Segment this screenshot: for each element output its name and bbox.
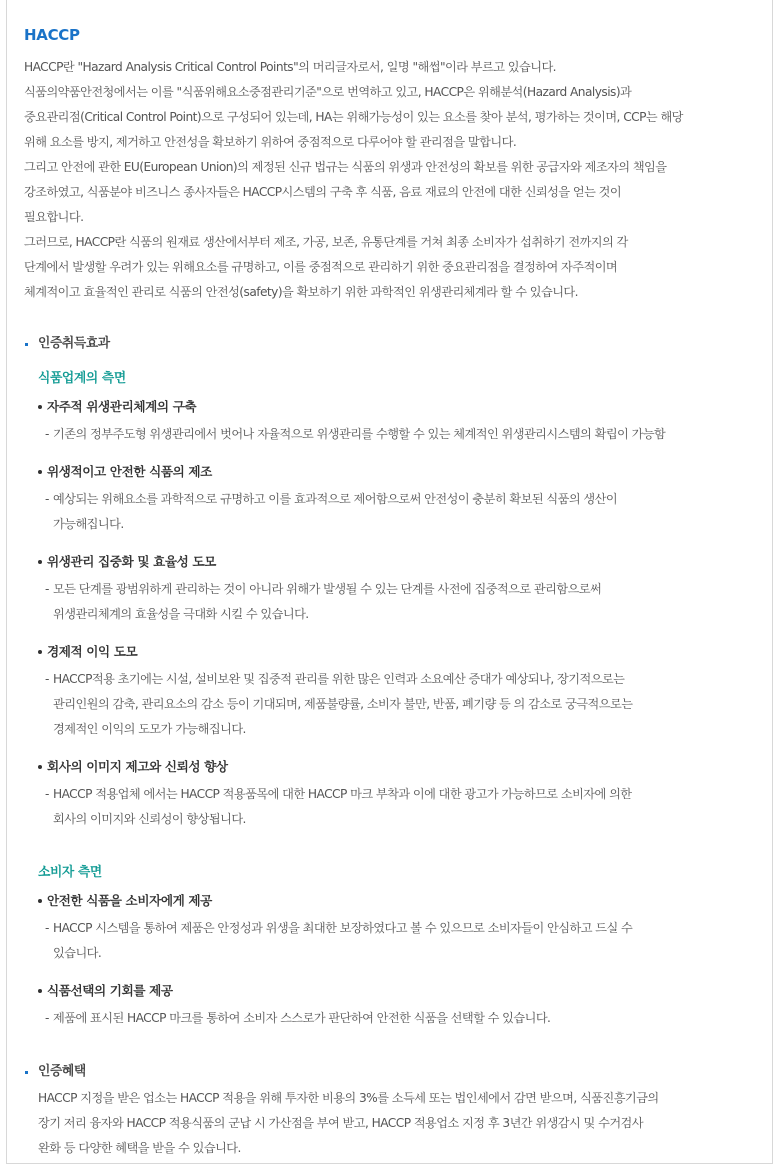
- desc-line: 있습니다.: [53, 946, 102, 960]
- section-heading-label: 인증취득효과: [38, 336, 110, 351]
- desc-line: 경제적인 이익의 도모가 가능해집니다.: [53, 722, 246, 736]
- intro-line: 단계에서 발생할 우려가 있는 위해요소를 규명하고, 이를 중점적으로 관리하기 위한 중요관리점을 결정하여 자주적이며: [24, 260, 618, 274]
- intro-text: [24, 55, 764, 305]
- desc-line: HACCP 시스템을 통하여 제품은 안정성과 위생을 최대한 보장하였다고 볼 수 있으므로 소비자들이 안심하고 드실 수: [53, 921, 633, 935]
- item-title-text: 안전한 식품을 소비자에게 제공: [47, 893, 212, 908]
- intro-line: 필요합니다.: [24, 210, 84, 224]
- section-heading-benefits: [24, 1062, 764, 1082]
- desc-line: 예상되는 위해요소를 과학적으로 규명하고 이를 효과적으로 제어함으로써 안전성이 충분히 확보된 식품의 생산이: [53, 492, 618, 506]
- item-title-text: 식품선택의 기회를 제공: [47, 983, 173, 998]
- desc-line: HACCP적용 초기에는 시설, 설비보완 및 집중적 관리를 위한 많은 인력과 소요예산 증대가 예상되나, 장기적으로는: [53, 672, 625, 686]
- intro-line: 강조하였고, 식품분야 비즈니스 종사자들은 HACCP시스템의 구축 후 식품, 음료 재료의 안전에 대한 신뢰성을 얻는 것이: [24, 185, 622, 199]
- desc-line: 가능해집니다.: [53, 517, 124, 531]
- desc-line: HACCP 적용업체 에서는 HACCP 적용품목에 대한 HACCP 마크 부착과 이에 대한 광고가 가능하므로 소비자에 의한: [53, 787, 632, 801]
- intro-line: HACCP란 "Hazard Analysis Critical Control Points"의 머리글자로서, 일명 "해썹"이라 부르고 있습니다.: [24, 60, 556, 74]
- effect-item-title: [38, 462, 764, 482]
- effect-item: [38, 397, 764, 447]
- effect-item-desc: - HACCP 시스템을 통하여 제품은 안정성과 위생을 최대한 보장하였다고 볼 수 있으므로 소비자들이 안심하고 드실 수 있습니다.: [45, 916, 764, 966]
- effect-item-title: [38, 397, 764, 417]
- subheading-consumer: 소비자 측면: [38, 865, 102, 880]
- item-title-text: 자주적 위생관리체계의 구축: [47, 399, 197, 414]
- subheading-industry: 식품업계의 측면: [38, 371, 126, 386]
- item-title-text: 위생적이고 안전한 식품의 제조: [47, 464, 212, 479]
- effect-item-desc: - 기존의 정부주도형 위생관리에서 벗어나 자율적으로 위생관리를 수행할 수 있는 체계적인 위생관리시스템의 확립이 가능함: [45, 427, 666, 441]
- bullet-dot-icon: [38, 765, 42, 769]
- desc-line: 모든 단계를 광범위하게 관리하는 것이 아니라 위해가 발생될 수 있는 단계를 사전에 집중적으로 관리함으로써: [53, 582, 602, 596]
- intro-line: 그러므로, HACCP란 식품의 원재료 생산에서부터 제조, 가공, 보존, 유통단계를 거쳐 최종 소비자가 섭취하기 전까지의 각: [24, 235, 628, 249]
- desc-line: 위생관리체계의 효율성을 극대화 시킬 수 있습니다.: [53, 607, 309, 621]
- benefit-line: 장기 저리 융자와 HACCP 적용식품의 군납 시 가산점을 부여 받고, HACCP 적용업소 지정 후 3년간 위생감시 및 수거검사: [38, 1116, 643, 1130]
- effect-item-title: [38, 981, 764, 1001]
- desc-line: 기존의 정부주도형 위생관리에서 벗어나 자율적으로 위생관리를 수행할 수 있는 체계적인 위생관리시스템의 확립이 가능함: [53, 427, 666, 441]
- effect-item-desc: - 모든 단계를 광범위하게 관리하는 것이 아니라 위해가 발생될 수 있는 단계를 사전에 집중적으로 관리함으로써 위생관리체계의 효율성을 극대화 시킬 수 있습니다.: [45, 577, 764, 627]
- effect-item: [38, 462, 764, 537]
- item-title-text: 회사의 이미지 제고와 신뢰성 향상: [47, 759, 228, 774]
- bullet-dot-icon: [38, 899, 42, 903]
- bullet-dot-icon: [38, 560, 42, 564]
- section-heading-effects: [24, 334, 764, 354]
- effect-item-title: [38, 757, 764, 777]
- effect-item: [38, 552, 764, 627]
- effect-item-desc: - 예상되는 위해요소를 과학적으로 규명하고 이를 효과적으로 제어함으로써 안전성이 충분히 확보된 식품의 생산이 가능해집니다.: [45, 487, 764, 537]
- haccp-content: [24, 26, 764, 1161]
- bullet-dot-icon: [38, 405, 42, 409]
- bullet-square-icon: [25, 343, 28, 346]
- section-heading-label: 인증혜택: [38, 1064, 86, 1079]
- desc-line: 제품에 표시된 HACCP 마크를 통하여 소비자 스스로가 판단하여 안전한 식품을 선택할 수 있습니다.: [53, 1011, 551, 1025]
- effect-item-desc: - 제품에 표시된 HACCP 마크를 통하여 소비자 스스로가 판단하여 안전한 식품을 선택할 수 있습니다.: [45, 1011, 551, 1025]
- intro-line: 중요관리점(Critical Control Point)으로 구성되어 있는데, HA는 위해가능성이 있는 요소를 찾아 분석, 평가하는 것이며, CCP는 해당: [24, 110, 683, 124]
- bullet-dot-icon: [38, 470, 42, 474]
- item-title-text: 경제적 이익 도모: [47, 644, 138, 659]
- item-title-text: 위생관리 집중화 및 효율성 도모: [47, 554, 216, 569]
- benefit-line: 완화 등 다양한 혜택을 받을 수 있습니다.: [38, 1141, 241, 1155]
- effect-item-title: [38, 642, 764, 662]
- desc-line: 관리인원의 감축, 관리요소의 감소 등이 기대되며, 제품불량률, 소비자 불만, 반품, 폐기량 등 의 감소로 궁극적으로는: [53, 697, 633, 711]
- effect-item-title: [38, 552, 764, 572]
- page-title: HACCP: [24, 26, 80, 44]
- desc-line: 회사의 이미지와 신뢰성이 향상됩니다.: [53, 812, 246, 826]
- effect-item: [38, 981, 764, 1031]
- benefit-line: HACCP 지정을 받은 업소는 HACCP 적용을 위해 투자한 비용의 3%를 소득세 또는 법인세에서 감면 받으며, 식품진흥기금의: [38, 1091, 659, 1105]
- effect-item-title: [38, 891, 764, 911]
- effect-item: [38, 891, 764, 966]
- bullet-dot-icon: [38, 989, 42, 993]
- effect-item: [38, 757, 764, 832]
- bullet-square-icon: [25, 1071, 28, 1074]
- intro-line: 그리고 안전에 관한 EU(European Union)의 제정된 신규 법규는 식품의 위생과 안전성의 확보를 위한 공급자와 제조자의 책임을: [24, 160, 667, 174]
- benefits-text: [24, 1086, 764, 1161]
- effect-item-desc: - HACCP 적용업체 에서는 HACCP 적용품목에 대한 HACCP 마크 부착과 이에 대한 광고가 가능하므로 소비자에 의한 회사의 이미지와 신뢰성이 향상됩니다.: [45, 782, 764, 832]
- intro-line: 식품의약품안전청에서는 이를 "식품위해요소중점관리기준"으로 번역하고 있고, HACCP은 위해분석(Hazard Analysis)과: [24, 85, 632, 99]
- intro-line: 위해 요소를 방지, 제거하고 안전성을 확보하기 위하여 중점적으로 다루어야 할 관리점을 말합니다.: [24, 135, 517, 149]
- intro-line: 체계적이고 효율적인 관리로 식품의 안전성(safety)을 확보하기 위한 과학적인 위생관리체계라 할 수 있습니다.: [24, 285, 578, 299]
- bullet-dot-icon: [38, 650, 42, 654]
- effect-item: [38, 642, 764, 742]
- effect-item-desc: - HACCP적용 초기에는 시설, 설비보완 및 집중적 관리를 위한 많은 인력과 소요예산 증대가 예상되나, 장기적으로는 관리인원의 감축, 관리요소의 감소 등이 기대되며, 제품불량률, 소비자 불만, 반품, 폐기량 등 의 감소로 궁극적으로는 경제적인 이익의 도모가 가능해집니다.: [45, 667, 764, 742]
